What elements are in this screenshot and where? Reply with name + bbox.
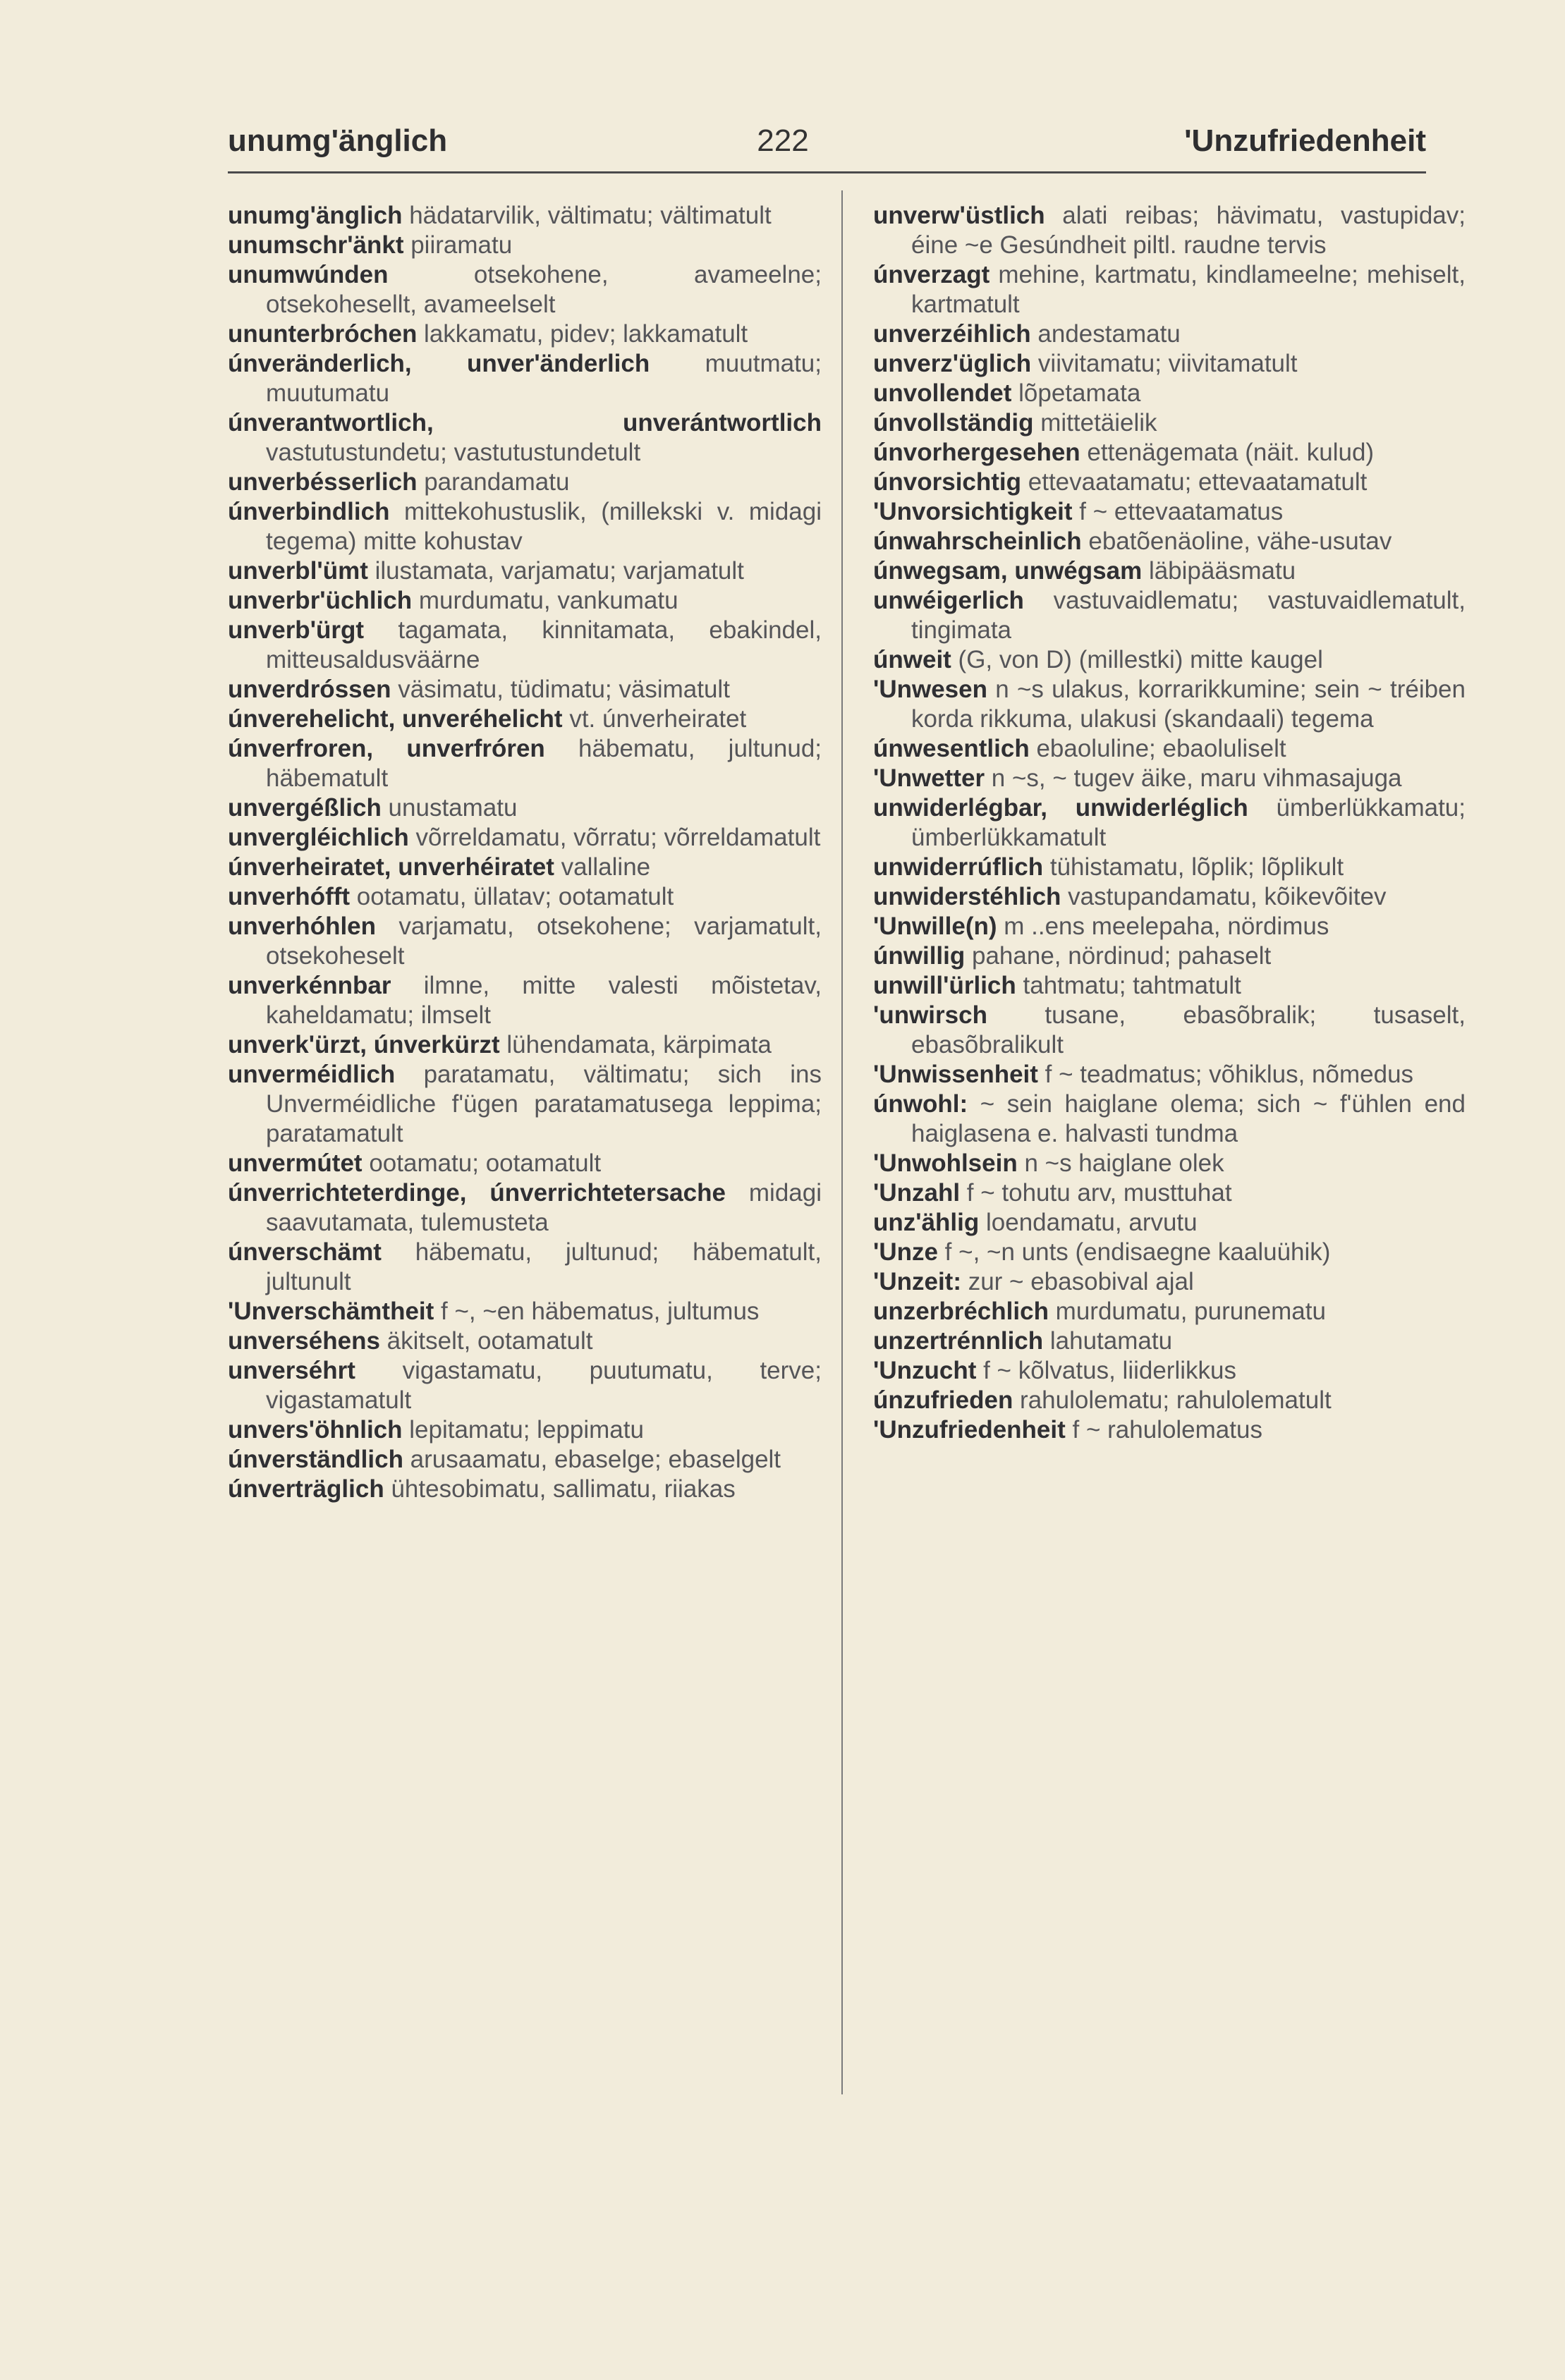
translation: mittetäielik	[1033, 409, 1157, 437]
dictionary-entry	[873, 1267, 1466, 1297]
headword: únwohl:	[873, 1090, 968, 1118]
dictionary-entry	[228, 468, 822, 497]
dictionary-entry	[873, 764, 1466, 793]
column-divider	[841, 190, 843, 2094]
headword: unverbr'üchlich	[228, 587, 413, 614]
translation: häbematu, jultunud; häbematult	[266, 735, 822, 792]
dictionary-entry	[873, 1060, 1466, 1090]
headword: unumg'änglich	[228, 202, 403, 229]
headword: ununterbróchen	[228, 320, 418, 348]
headword: unumschr'änkt	[228, 231, 404, 259]
translation: f ~ kõlvatus, liiderlikkus	[976, 1357, 1236, 1384]
dictionary-entry	[228, 616, 822, 675]
headword: únvorhergesehen	[873, 439, 1080, 466]
dictionary-entry	[873, 1001, 1466, 1060]
dictionary-entry	[873, 319, 1466, 349]
dictionary-entry	[228, 704, 822, 734]
dictionary-entry	[873, 1178, 1466, 1208]
headword: unverhófft	[228, 883, 351, 910]
translation: ebaoluline; ebaoluliselt	[1029, 735, 1286, 762]
headword: únverbindlich	[228, 498, 390, 525]
headword: únverheiratet, unverhéiratet	[228, 853, 554, 881]
translation: (G, von D) (millestki) mitte kaugel	[951, 646, 1323, 673]
translation: tagamata, kinnitamata, ebakindel, mitteusaldusväärne	[266, 616, 822, 673]
headword: unvermútet	[228, 1149, 363, 1177]
translation: hädatarvilik, vältimatu; vältimatult	[402, 202, 772, 229]
dictionary-entry	[228, 260, 822, 319]
headword: unumwúnden	[228, 261, 389, 288]
dictionary-entry	[873, 645, 1466, 675]
translation: loendamatu, arvutu	[979, 1209, 1198, 1236]
headword: unverbésserlich	[228, 468, 418, 496]
dictionary-entry	[228, 912, 822, 971]
dictionary-entry	[873, 1297, 1466, 1326]
headword: únweit	[873, 646, 951, 673]
translation: väsimatu, tüdimatu; väsimatult	[391, 676, 730, 703]
headword: unwiderstéhlich	[873, 883, 1061, 910]
translation: ilustamata, varjamatu; varjamatult	[367, 557, 744, 585]
translation: lahutamatu	[1043, 1327, 1173, 1355]
left-column	[228, 201, 822, 1504]
dictionary-entry	[228, 349, 822, 408]
headword: 'Unwille(n)	[873, 913, 997, 940]
dictionary-entry	[228, 823, 822, 853]
headword: unwiderlégbar, unwiderléglich	[873, 794, 1248, 822]
dictionary-entry	[873, 438, 1466, 468]
translation: rahulolematu; rahulolematult	[1013, 1386, 1332, 1414]
headword: 'Unzucht	[873, 1357, 977, 1384]
headword: únverzagt	[873, 261, 990, 288]
headword: unwill'ürlich	[873, 972, 1016, 999]
headword: unverw'üstlich	[873, 202, 1045, 229]
dictionary-entry	[873, 408, 1466, 438]
headword: unverz'üglich	[873, 350, 1032, 377]
headword: unverséhens	[228, 1327, 380, 1355]
translation: võrreldamatu, võrratu; võrreldamatult	[408, 824, 821, 851]
headword: únverrichteterdinge, únverrichtetersache	[228, 1179, 726, 1207]
translation: ootamatu; ootamatult	[362, 1149, 602, 1177]
headword: 'Unverschämtheit	[228, 1298, 434, 1325]
headword: 'Unzufriedenheit	[873, 1416, 1066, 1444]
translation: vt. únverheiratet	[562, 705, 747, 733]
translation: f ~ ettevaatamatus	[1072, 498, 1284, 525]
dictionary-entry	[228, 556, 822, 586]
translation: varjamatu, otsekohene; varjamatult, otsekoheselt	[266, 913, 822, 970]
dictionary-entry	[228, 882, 822, 912]
translation: läbipääsmatu	[1142, 557, 1296, 585]
headword: únwesentlich	[873, 735, 1030, 762]
translation: ühtesobimatu, sallimatu, riiakas	[384, 1475, 736, 1503]
headword: unverb'ürgt	[228, 616, 365, 644]
dictionary-entry	[228, 793, 822, 823]
headword: únverschämt	[228, 1238, 382, 1266]
translation: ettevaatamatu; ettevaatamatult	[1021, 468, 1368, 496]
headword: únvollständig	[873, 409, 1034, 437]
headword: unverbl'ümt	[228, 557, 368, 585]
translation: vastutustundetu; vastutustundetult	[266, 439, 641, 466]
header-rule	[228, 171, 1426, 173]
dictionary-entry	[228, 1356, 822, 1415]
headword: únverträglich	[228, 1475, 384, 1503]
translation: midagi saavutamata, tulemusteta	[266, 1179, 822, 1236]
headword: unwiderrúflich	[873, 853, 1044, 881]
translation: ~ sein haiglane olema; sich ~ f'ühlen end haiglasena e. halvasti tundma	[911, 1090, 1466, 1147]
dictionary-entry	[873, 1149, 1466, 1178]
dictionary-entry	[228, 1030, 822, 1060]
headword: unverzéihlich	[873, 320, 1031, 348]
dictionary-entry	[228, 853, 822, 882]
dictionary-entry	[228, 1238, 822, 1297]
translation: vallaline	[554, 853, 651, 881]
translation: n ~s, ~ tugev äike, maru vihmasajuga	[985, 764, 1402, 792]
translation: unustamatu	[381, 794, 518, 822]
dictionary-entry	[873, 349, 1466, 379]
right-column	[873, 201, 1466, 1445]
headword: unzerbréchlich	[873, 1298, 1049, 1325]
headword: unzertrénnlich	[873, 1327, 1044, 1355]
translation: vigastamatu, puutumatu, terve; vigastamatult	[266, 1357, 822, 1414]
translation: viivitamatu; viivitamatult	[1031, 350, 1298, 377]
translation: mehine, kartmatu, kindlameelne; mehiselt, kartmatult	[911, 261, 1466, 318]
translation: lepitamatu; leppimatu	[402, 1416, 644, 1444]
translation: murdumatu, purunematu	[1048, 1298, 1326, 1325]
translation: lõpetamata	[1011, 379, 1141, 407]
headword: unvergéßlich	[228, 794, 382, 822]
dictionary-entry	[873, 734, 1466, 764]
headword: unverdróssen	[228, 676, 391, 703]
dictionary-entry	[228, 1475, 822, 1504]
headword: únwegsam, unwégsam	[873, 557, 1143, 585]
translation: mittekohustuslik, (millekski v. midagi tegema) mitte kohustav	[266, 498, 822, 555]
headword: 'Unwohlsein	[873, 1149, 1018, 1177]
translation: lakkamatu, pidev; lakkamatult	[417, 320, 748, 348]
dictionary-entry	[228, 497, 822, 556]
headword: unvollendet	[873, 379, 1012, 407]
dictionary-entry	[873, 912, 1466, 941]
headword: unverhóhlen	[228, 913, 377, 940]
headword: 'Unwissenheit	[873, 1061, 1038, 1088]
dictionary-entry	[873, 1238, 1466, 1267]
translation: tahtmatu; tahtmatult	[1016, 972, 1241, 999]
dictionary-entry	[873, 586, 1466, 645]
translation: f ~ teadmatus; võhiklus, nõmedus	[1037, 1061, 1414, 1088]
dictionary-entry	[873, 1386, 1466, 1415]
dictionary-entry	[228, 201, 822, 231]
translation: n ~s haiglane olek	[1017, 1149, 1224, 1177]
translation: paratamatu, vältimatu; sich ins Unverméidliche f'ügen paratamatusega leppima; paratamatult	[266, 1061, 822, 1147]
translation: parandamatu	[417, 468, 570, 496]
dictionary-entry	[228, 1297, 822, 1326]
dictionary-entry	[228, 586, 822, 616]
dictionary-entry	[873, 527, 1466, 556]
headword: únzufrieden	[873, 1386, 1013, 1414]
headword: unverséhrt	[228, 1357, 355, 1384]
dictionary-entry	[228, 408, 822, 468]
dictionary-entry	[873, 556, 1466, 586]
dictionary-entry	[228, 1060, 822, 1149]
dictionary-entry	[873, 1326, 1466, 1356]
headword: 'Unwesen	[873, 676, 987, 703]
translation: m ..ens meelepaha, nördimus	[997, 913, 1329, 940]
dictionary-entry	[228, 1415, 822, 1445]
dictionary-entry	[873, 260, 1466, 319]
translation: f ~ rahulolematus	[1065, 1416, 1262, 1444]
dictionary-entry	[228, 231, 822, 260]
translation: vastuvaidlematu; vastuvaidlematult, tingimata	[911, 587, 1466, 644]
dictionary-entry	[873, 1415, 1466, 1445]
headword: 'Unwetter	[873, 764, 985, 792]
dictionary-entry	[873, 379, 1466, 408]
headword: únveränderlich, unver'änderlich	[228, 350, 650, 377]
translation: lühendamata, kärpimata	[499, 1031, 772, 1058]
dictionary-entry	[873, 675, 1466, 734]
headword: unvers'öhnlich	[228, 1416, 403, 1444]
dictionary-entry	[228, 734, 822, 793]
translation: äkitselt, ootamatult	[379, 1327, 593, 1355]
headword: unverkénnbar	[228, 972, 391, 999]
translation: vastupandamatu, kõikevõitev	[1061, 883, 1387, 910]
running-head-right: 'Unzufriedenheit	[1184, 123, 1426, 158]
dictionary-entry	[228, 1178, 822, 1238]
dictionary-entry	[873, 853, 1466, 882]
translation: murdumatu, vankumatu	[412, 587, 678, 614]
translation: n ~s ulakus, korrarikkumine; sein ~ tréiben korda rikkuma, ulakusi (skandaali) tegema	[911, 676, 1466, 733]
translation: häbematu, jultunud; häbematult, jultunult	[266, 1238, 822, 1295]
dictionary-entry	[873, 882, 1466, 912]
headword: unwéigerlich	[873, 587, 1024, 614]
dictionary-entry	[873, 1356, 1466, 1386]
headword: únverständlich	[228, 1446, 403, 1473]
translation: tühistamatu, lõplik; lõplikult	[1043, 853, 1344, 881]
headword: únwillig	[873, 942, 966, 970]
dictionary-entry	[873, 971, 1466, 1001]
headword: unverk'ürzt, únverkürzt	[228, 1031, 500, 1058]
dictionary-entry	[873, 468, 1466, 497]
translation: arusaamatu, ebaselge; ebaselgelt	[403, 1446, 781, 1473]
translation: ebatõenäoline, vähe-usutav	[1081, 527, 1392, 555]
dictionary-entry	[228, 971, 822, 1030]
translation: ettenägemata (näit. kulud)	[1080, 439, 1375, 466]
translation: muutmatu; muutumatu	[266, 350, 822, 407]
headword: 'Unvorsichtigkeit	[873, 498, 1073, 525]
headword: únwahrscheinlich	[873, 527, 1082, 555]
translation: andestamatu	[1030, 320, 1181, 348]
dictionary-entry	[873, 497, 1466, 527]
translation: ilmne, mitte valesti mõistetav, kaheldamatu; ilmselt	[266, 972, 822, 1029]
translation: piiramatu	[403, 231, 513, 259]
translation: alati reibas; hävimatu, vastupidav; éine ~e Gesúndheit piltl. raudne tervis	[911, 202, 1466, 259]
translation: pahane, nördinud; pahaselt	[965, 942, 1272, 970]
dictionary-entry	[228, 1149, 822, 1178]
dictionary-entry	[228, 319, 822, 349]
dictionary-entry	[228, 675, 822, 704]
headword: 'unwirsch	[873, 1001, 987, 1029]
headword: 'Unzeit:	[873, 1268, 961, 1295]
dictionary-entry	[228, 1326, 822, 1356]
headword: 'Unze	[873, 1238, 938, 1266]
dictionary-entry	[873, 793, 1466, 853]
translation: ootamatu, üllatav; ootamatult	[350, 883, 674, 910]
headword: 'Unzahl	[873, 1179, 961, 1207]
running-head-left: unumg'änglich	[228, 123, 448, 158]
headword: únverehelicht, unveréhelicht	[228, 705, 563, 733]
translation: f ~, ~n unts (endisaegne kaaluühik)	[937, 1238, 1331, 1266]
translation: ümberlükkamatu; ümberlükkamatult	[911, 794, 1466, 851]
translation: otsekohene, avameelne; otsekohesellt, avameelselt	[266, 261, 822, 318]
translation: zur ~ ebasobival ajal	[961, 1268, 1194, 1295]
headword: unvergléichlich	[228, 824, 409, 851]
headword: unverméidlich	[228, 1061, 396, 1088]
headword: únverantwortlich, unverántwortlich	[228, 409, 822, 437]
dictionary-entry	[873, 941, 1466, 971]
translation: f ~, ~en häbematus, jultumus	[434, 1298, 760, 1325]
dictionary-page: unumg'änglich 222 'Unzufriedenheit unumg'änglich hädatarvilik, vältimatu; vältimatult unumschr'änkt piiramatu unumwúnden otsekohene, avameelne; otsekohesellt, avameelselt ununterbróchen lakkamatu, pidev; lakkamatult únveränderlich, unver'änderlich muutmatu; muutumatu únverantwortlich, unverántwortlich vastutustundetu; vastutustundetult unverbésserlich parandamatu únverbindlich mittekohustuslik, (millekski v. midagi tegema) mitte kohustav unverbl'ümt ilustamata, varjamatu; varjamatult unverbr'üchlich murdumatu, vankumatu unverb'ürgt tagamata, kinnitamata, ebakindel, mitteusaldusväärne unverdróssen väsimatu, tüdimatu; väsimatult únverehelicht, unveréhelicht vt. únverheiratet únverfroren, unverfróren häbematu, jultunud; häbematult unvergéßlich unustamatu unvergléichlich võrreldamatu, võrratu; võrreldamatult únverheiratet, unverhéiratet vallaline unverhófft ootamatu, üllatav; ootamatult unverhóhlen varjamatu, otsekohene; varjamatult, otsekoheselt unverkénnbar ilmne, mitte valesti mõistetav, kaheldamatu; ilmselt unverk'ürzt, únverkürzt lühendamata, kärpimata unverméidlich paratamatu, vältimatu; sich ins Unverméidliche f'ügen paratamatusega leppima; paratamatult unvermútet ootamatu; ootamatult únverrichteterdinge, únverrichtetersache midagi saavutamata, tulemusteta únverschämt häbematu, jultunud; häbematult, jultunult 'Unverschämtheit f ~, ~en häbematus, jultumus unverséhens äkitselt, ootamatult unverséhrt vigastamatu, puutumatu, terve; vigastamatult unvers'öhnlich lepitamatu; leppimatu únverständlich arusaamatu, ebaselge; ebaselgelt únverträglich ühtesobimatu, sallimatu, riiakas unverw'üstlich alati reibas; hävimatu, vastupidav; éine ~e Gesúndheit piltl. raudne tervis únverzagt mehine, kartmatu, kindlameelne; mehiselt, kartmatult unverzéihlich andestamatu unverz'üglich viivitamatu; viivitamatult unvollendet lõpetamata únvollständig mittetäielik únvorhergesehen ettenägemata (näit. kulud) únvorsichtig ettevaatamatu; ettevaatamatult 'Unvorsichtigkeit f ~ ettevaatamatus únwahrscheinlich ebatõenäoline, vähe-usutav únwegsam, unwégsam läbipääsmatu unwéigerlich vastuvaidlematu; vastuvaidlematult, tingimata únweit (G, von D) (millestki) mitte kaugel 'Unwesen n ~s ulakus, korrarikkumine; sein ~ tréiben korda rikkuma, ulakusi (skandaali) tegema únwesentlich ebaoluline; ebaoluliselt 'Unwetter n ~s, ~ tugev äike, maru vihmasajuga unwiderlégbar, unwiderléglich ümberlükkamatu; ümberlükkamatult unwiderrúflich tühistamatu, lõplik; lõplikult unwiderstéhlich vastupandamatu, kõikevõitev 'Unwille(n) m ..ens meelepaha, nördimus únwillig pahane, nördinud; pahaselt unwill'ürlich tahtmatu; tahtmatult 'unwirsch tusane, ebasõbralik; tusaselt, ebasõbralikult 'Unwissenheit f ~ teadmatus; võhiklus, nõmedus únwohl: ~ sein haiglane olema; sich ~ f'ühlen end haiglasena e. halvasti tundma 'Unwohlsein n ~s haiglane olek 'Unzahl f ~ tohutu arv, musttuhat unz'ählig loendamatu, arvutu 'Unze f ~, ~n unts (endisaegne kaaluühik) 'Unzeit: zur ~ ebasobival ajal unzerbréchlich murdumatu, purunematu unzertrénnlich lahutamatu 'Unzucht f ~ kõlvatus, liiderlikkus únzufrieden rahulolematu; rahulolematult 'Unzufriedenheit f ~ rahulolematus	[0, 0, 1565, 2380]
headword: únverfroren, unverfróren	[228, 735, 545, 762]
dictionary-entry	[873, 1208, 1466, 1238]
translation: tusane, ebasõbralik; tusaselt, ebasõbralikult	[911, 1001, 1466, 1058]
headword: únvorsichtig	[873, 468, 1022, 496]
dictionary-entry	[873, 201, 1466, 260]
translation: f ~ tohutu arv, musttuhat	[960, 1179, 1232, 1207]
headword: unz'ählig	[873, 1209, 980, 1236]
dictionary-entry	[228, 1445, 822, 1475]
dictionary-entry	[873, 1090, 1466, 1149]
